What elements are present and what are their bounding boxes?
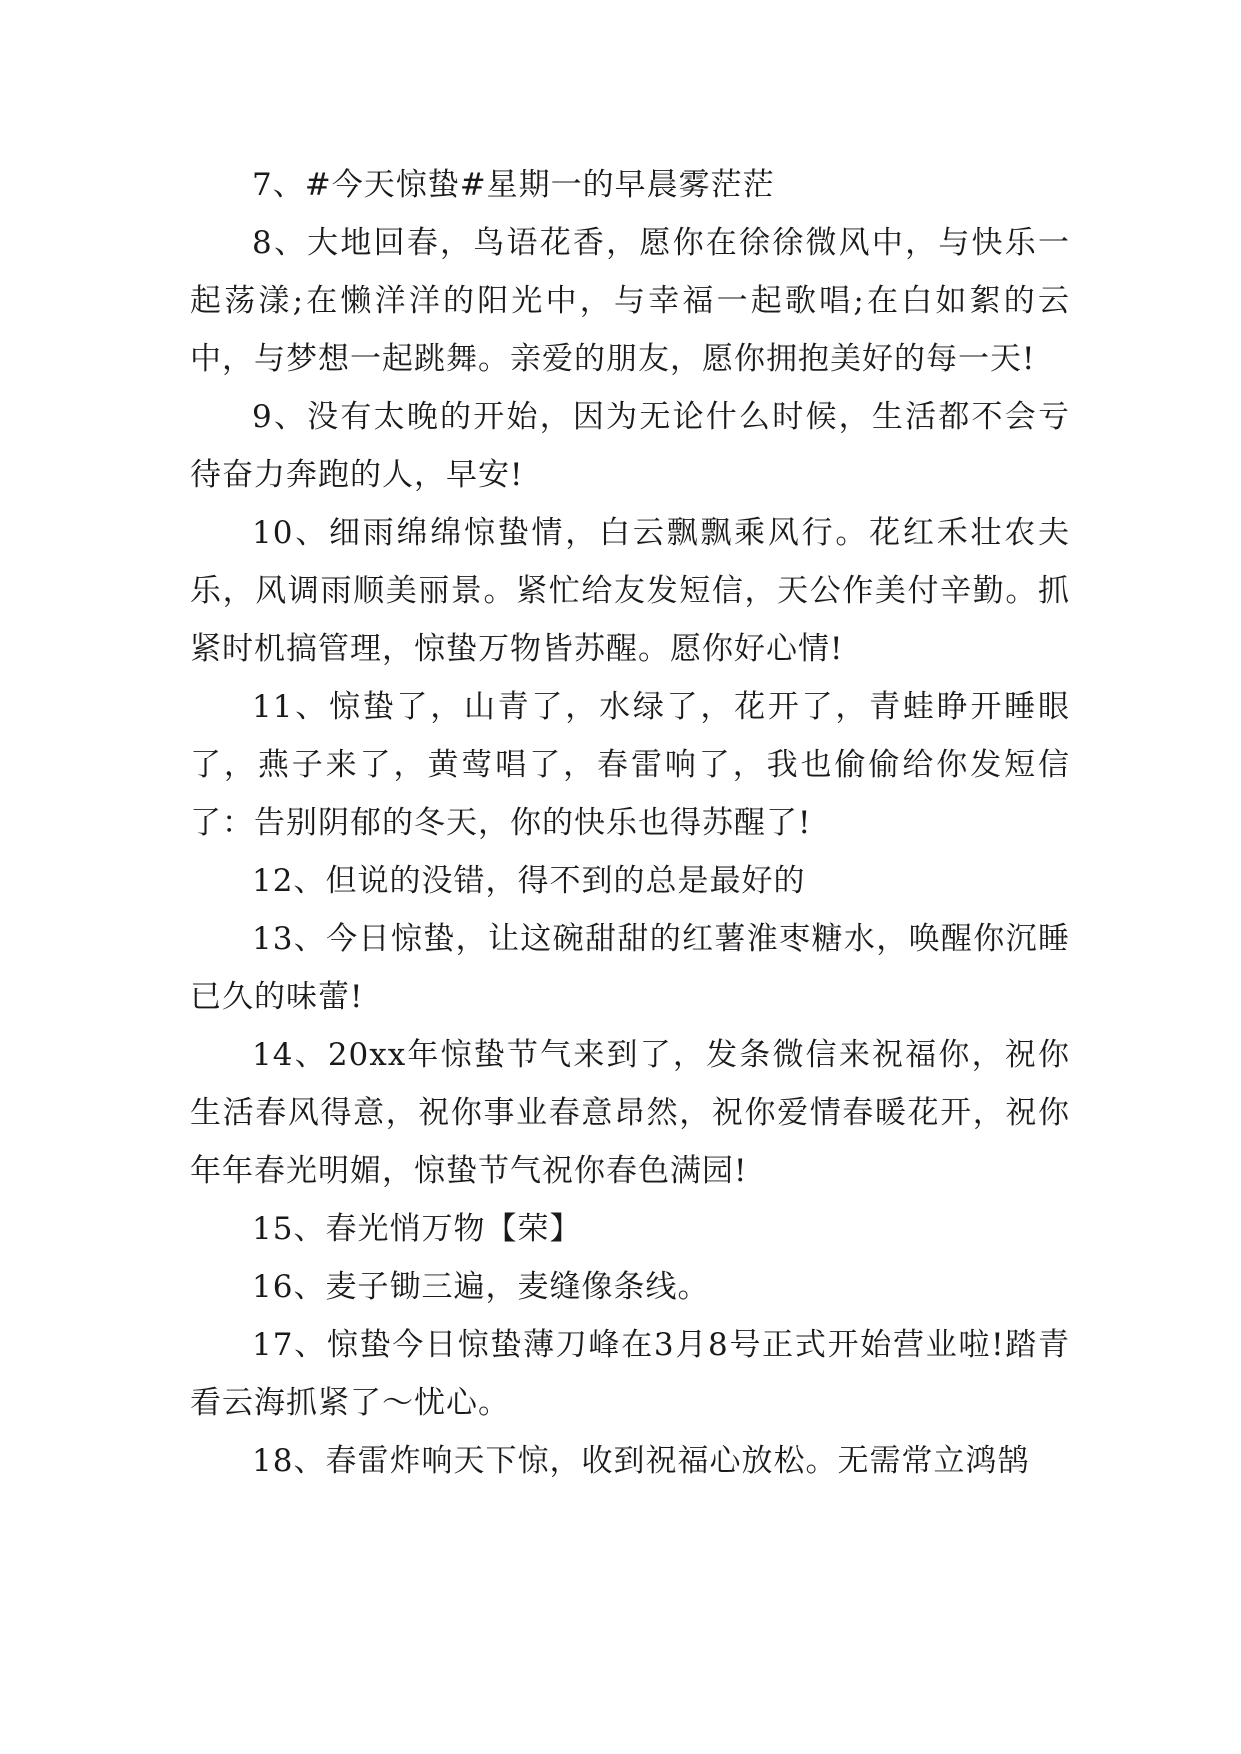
paragraph-12: 12、但说的没错，得不到的总是最好的 (252, 863, 806, 899)
paragraph-16: 16、麦子锄三遍，麦缝像条线。 (252, 1269, 710, 1305)
paragraph-9: 9、没有太晚的开始，因为无论什么时候，生活都不会亏待奋力奔跑的人，早安! (190, 399, 1070, 493)
paragraph-10: 10、细雨绵绵惊蛰情，白云飘飘乘风行。花红禾壮农夫乐，风调雨顺美丽景。紧忙给友发短信，天公作美付辛勤。抓紧时机搞管理，惊蛰万物皆苏醒。愿你好心情! (190, 515, 1070, 667)
paragraph-15: 15、春光悄万物【荣】 (252, 1211, 582, 1247)
paragraph-7: 7、#今天惊蛰#星期一的早晨雾茫茫 (252, 167, 775, 203)
paragraph-11: 11、惊蛰了，山青了，水绿了，花开了，青蛙睁开睡眼了，燕子来了，黄莺唱了，春雷响了，我也偷偷给你发短信了：告别阴郁的冬天，你的快乐也得苏醒了! (190, 689, 1070, 841)
paragraph-18: 18、春雷炸响天下惊，收到祝福心放松。无需常立鸿鹄 (252, 1443, 1030, 1479)
paragraph-8: 8、大地回春，鸟语花香，愿你在徐徐微风中，与快乐一起荡漾;在懒洋洋的阳光中，与幸福一起歌唱;在白如絮的云中，与梦想一起跳舞。亲爱的朋友，愿你拥抱美好的每一天! (190, 225, 1070, 377)
paragraph-14: 14、20xx年惊蛰节气来到了，发条微信来祝福你，祝你生活春风得意，祝你事业春意昂然，祝你爱情春暖花开，祝你年年春光明媚，惊蛰节气祝你春色满园! (190, 1037, 1070, 1189)
paragraph-13: 13、今日惊蛰，让这碗甜甜的红薯淮枣糖水，唤醒你沉睡已久的味蕾! (190, 921, 1070, 1015)
paragraph-17: 17、惊蛰今日惊蛰薄刀峰在3月8号正式开始营业啦!踏青看云海抓紧了～忧心。 (190, 1327, 1070, 1421)
document-body (190, 156, 1070, 1490)
